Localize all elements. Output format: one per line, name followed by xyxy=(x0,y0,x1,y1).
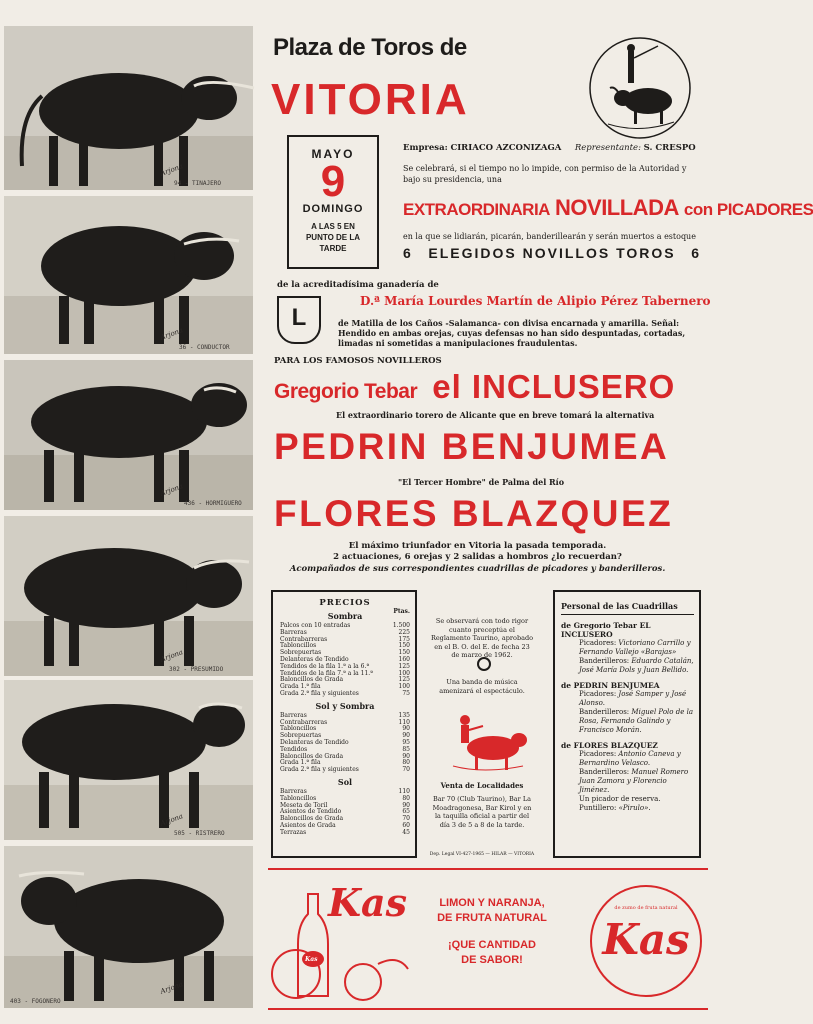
cuadrilla-3-picadores xyxy=(561,750,694,768)
value: José Samper y José Alonso. xyxy=(579,690,687,707)
price-value: 225 xyxy=(398,628,410,636)
photographer-signature: Arjona xyxy=(158,648,184,664)
bull-caption: 94 - TINAJERO xyxy=(174,180,221,187)
price-section-title: Sol xyxy=(337,776,353,787)
bull-image xyxy=(4,26,253,190)
empresa-name: CIRIACO AZCONIZAGA xyxy=(450,143,562,153)
label: Picadores: xyxy=(579,690,617,698)
bull-image xyxy=(4,516,253,676)
price-value: 1.500 xyxy=(392,622,410,629)
price-label: Tabloncillos xyxy=(280,725,317,733)
ad-line-2: DE FRUTA NATURAL xyxy=(437,912,547,924)
circle-divider-icon xyxy=(477,657,491,671)
bullfight-logo-icon xyxy=(588,36,692,140)
price-value: 90 xyxy=(402,801,410,809)
price-value: 110 xyxy=(398,718,410,726)
label: Banderilleros: xyxy=(579,657,630,665)
price-sections xyxy=(280,611,410,837)
kas-logo-right: Kas xyxy=(602,915,690,964)
cuadrilla-1-picadores xyxy=(561,639,694,657)
value: Eduardo Catalán, José María Dols y Juan Bellido. xyxy=(579,657,694,674)
ad-slogan xyxy=(432,896,552,968)
novillero-1-alias: el INCLUSERO xyxy=(432,368,676,405)
bull-photo-6 xyxy=(4,846,253,1008)
cuadrilla-2-title: de PEDRIN BENJUMEA xyxy=(561,681,660,690)
elegidos-text: ELEGIDOS NOVILLOS TOROS xyxy=(428,245,676,261)
value: Antonio Caneva y Bernardino Velasco. xyxy=(579,750,681,767)
price-value: 80 xyxy=(402,759,410,767)
bull-rider-illustration-icon xyxy=(443,706,529,776)
price-label: Tendidos xyxy=(280,745,308,753)
label: Puntillero: xyxy=(579,804,617,812)
price-value: 75 xyxy=(402,689,410,697)
empresa-label: Empresa: xyxy=(403,143,448,153)
price-label: Grada 1.ª fila xyxy=(280,683,321,691)
label: Banderilleros: xyxy=(579,768,630,776)
cuadrilla-3-banderilleros xyxy=(561,768,694,795)
price-label: Delanteras de Tendido xyxy=(280,655,349,663)
price-row xyxy=(280,830,410,837)
novillero-3-description-block xyxy=(0,541,735,576)
price-label: Baloncillos de Grada xyxy=(280,752,344,760)
event-word-c: con PICADORES xyxy=(683,200,813,219)
value: Miguel Polo de la Rosa, Fernando Galindo y Francisco Morán. xyxy=(579,708,693,734)
date-weekday: DOMINGO xyxy=(302,203,364,215)
bull-caption: 505 - RISTRERO xyxy=(174,830,225,837)
novillero-2-description: "El Tercer Hombre" de Palma del Río xyxy=(398,477,565,487)
price-label: Sobrepuertas xyxy=(280,649,322,657)
price-value: 65 xyxy=(402,808,410,816)
ad-line-1: LIMON Y NARANJA, xyxy=(439,897,545,909)
kas-logo-left: Kas xyxy=(328,880,408,925)
price-label: Grada 2.ª fila y siguientes xyxy=(280,766,359,774)
novillero-1-firstname: Gregorio Tebar xyxy=(274,380,418,403)
ganaderia-name: D.ª María Lourdes Martín de Alipio Pérez Tabernero xyxy=(360,294,711,308)
representante-name: S. CRESPO xyxy=(643,143,696,153)
novillero-2-name: PEDRIN BENJUMEA xyxy=(274,426,670,467)
elegidos-line xyxy=(403,245,701,261)
photographer-signature: Arjona xyxy=(158,482,184,498)
price-value: 95 xyxy=(402,738,410,746)
bull-caption: 436 - HORMIGUERO xyxy=(184,500,242,507)
brand-letter: L xyxy=(291,304,307,331)
cuadrilla-3-title: de FLORES BLAZQUEZ xyxy=(561,741,658,750)
photographer-signature: Arjona xyxy=(158,980,184,996)
price-label: Delanteras de Tendido xyxy=(280,738,349,746)
price-label: Tendidos de la fila 7.ª a la 11.ª xyxy=(280,669,374,677)
price-label: Contrabarreras xyxy=(280,635,328,643)
event-word-b: NOVILLADA xyxy=(555,195,679,220)
price-section-title: Sol y Sombra xyxy=(315,700,375,711)
bull-caption: 36 - CONDUCTOR xyxy=(179,344,230,351)
date-time: A LAS 5 EN PUNTO DE LA TARDE xyxy=(305,222,361,253)
price-label: Barreras xyxy=(280,787,307,795)
price-label: Asientos de Grada xyxy=(280,821,336,829)
price-label: Terrazas xyxy=(280,828,307,836)
elegidos-number-2: 6 xyxy=(691,245,701,261)
cuadrillas-title: Personal de las Cuadrillas xyxy=(561,601,678,611)
ganaderia-brand-icon xyxy=(277,296,321,344)
representante-label: Representante: xyxy=(574,143,641,153)
price-value: 85 xyxy=(402,745,410,753)
price-value: 90 xyxy=(402,725,410,733)
novillero-3-description-1: El máximo triunfador en Vitoria la pasada temporada. xyxy=(348,541,607,551)
bull-image xyxy=(4,360,253,510)
value: «Pirulo». xyxy=(618,804,651,812)
bull-photo-1 xyxy=(4,26,253,190)
date-box xyxy=(287,135,379,269)
price-label: Meseta de Toril xyxy=(280,801,328,809)
event-subtitle: en la que se lidiarán, picarán, banderillearán y serán muertos a estoque xyxy=(403,232,696,241)
event-title xyxy=(403,195,813,221)
novillero-1-name xyxy=(274,368,675,406)
bull-photo-4 xyxy=(4,516,253,676)
price-label: Contrabarreras xyxy=(280,718,328,726)
label: Picadores: xyxy=(579,639,617,647)
novillero-3-description-2: 2 actuaciones, 6 orejas y 2 salidas a hombros ¿lo recuerdan? xyxy=(333,552,622,562)
elegidos-number: 6 xyxy=(403,245,413,261)
price-value: 160 xyxy=(398,655,410,663)
price-value: 150 xyxy=(398,642,410,650)
photographer-signature: Arjona xyxy=(158,326,184,342)
prices-unit: Ptas. xyxy=(393,608,410,615)
price-label: Baloncillos de Grada xyxy=(280,815,344,823)
value: Victoriano Carrillo y Fernando Vallejo «Barajas» xyxy=(579,639,691,656)
prices-title: PRECIOS xyxy=(319,598,371,608)
cuadrillas-divider xyxy=(561,614,694,615)
price-row xyxy=(280,767,410,774)
ad-line-4: DE SABOR! xyxy=(461,954,523,966)
label: Picadores: xyxy=(579,750,617,758)
price-value: 90 xyxy=(402,752,410,760)
event-word-a: EXTRAORDINARIA xyxy=(403,200,550,219)
photographer-signature: Arjona xyxy=(158,162,184,178)
price-label: Asientos de Tendido xyxy=(280,808,342,816)
cuadrilla-1-banderilleros xyxy=(561,657,694,675)
novilleros-intro: PARA LOS FAMOSOS NOVILLEROS xyxy=(274,356,442,366)
date-day: 9 xyxy=(320,157,346,206)
price-value: 60 xyxy=(402,821,410,829)
price-value: 90 xyxy=(402,732,410,740)
bull-caption: 403 - FOGONERO xyxy=(10,998,61,1005)
header-line1: Plaza de Toros de xyxy=(273,34,467,61)
bottle-label: Kas xyxy=(305,956,318,963)
price-value: 125 xyxy=(398,676,410,684)
novillero-1-description: El extraordinario torero de Alicante que en breve tomará la alternativa xyxy=(336,410,655,420)
bull-photo-2 xyxy=(4,196,253,354)
prices-box xyxy=(271,590,417,858)
kas-circle-tagline: de zumo de fruta natural xyxy=(614,905,678,911)
price-label: Palcos con 10 entradas xyxy=(280,622,351,629)
cuadrilla-2-picadores xyxy=(561,690,694,708)
reglamento-text: Se observará con todo rigor cuanto preceptúa el Reglamento Taurino, aprobado en el B. O. del E. de fecha 23 de marzo de 1962. xyxy=(430,617,534,659)
ad-divider-bottom xyxy=(268,1008,708,1010)
ad-divider-top xyxy=(268,868,708,870)
price-row xyxy=(280,691,410,698)
ad-line-3: ¡QUE CANTIDAD xyxy=(448,939,536,951)
empresa-line xyxy=(403,143,696,153)
price-value: 100 xyxy=(398,669,410,677)
price-value: 175 xyxy=(398,635,410,643)
price-label: Baloncillos de Grada xyxy=(280,676,344,684)
price-label: Grada 2.ª fila y siguientes xyxy=(280,689,359,697)
intro-text: Se celebrará, si el tiempo no lo impide, con permiso de la Autoridad y bajo su presidencia, una xyxy=(403,164,687,184)
price-section-title: Sombra xyxy=(327,611,363,621)
price-label: Barreras xyxy=(280,711,307,719)
date-month: MAYO xyxy=(311,147,355,161)
price-value: 80 xyxy=(402,794,410,802)
novillero-3-name: FLORES BLAZQUEZ xyxy=(274,493,674,534)
bull-photo-3 xyxy=(4,360,253,510)
price-label: Tabloncillos xyxy=(280,642,317,650)
ganaderia-intro: de la acreditadísima ganadería de xyxy=(277,280,439,290)
bull-image xyxy=(4,846,253,1008)
price-value: 125 xyxy=(398,662,410,670)
musica-text: Una banda de música amenizará el espectáculo. xyxy=(439,678,525,695)
ganaderia-description: de Matilla de los Caños -Salamanca- con divisa encarnada y amarilla. Señal: Hendido en ambas orejas, cuyas defensas no han sido despuntadas, cortadas, limadas ni sometidas a manipulaciones fraudulentas. xyxy=(338,318,686,348)
bull-caption: 302 - PRESUMIDO xyxy=(169,666,224,673)
label: Banderilleros: xyxy=(579,708,630,716)
cuadrillas-box xyxy=(553,590,701,858)
kas-circle-logo xyxy=(590,885,702,997)
price-value: 135 xyxy=(398,711,410,719)
price-label: Tabloncillos xyxy=(280,794,317,802)
price-label: Tendidos de la fila 1.ª a la 6.ª xyxy=(280,662,370,670)
price-value: 150 xyxy=(398,649,410,657)
bull-image xyxy=(4,196,253,354)
puntillero xyxy=(561,804,694,813)
bull-photo-5 xyxy=(4,680,253,840)
header-city: VITORIA xyxy=(271,75,470,124)
price-value: 70 xyxy=(402,815,410,823)
bull-image xyxy=(4,680,253,840)
venta-title: Venta de Localidades xyxy=(440,781,524,790)
value: Manuel Romero Juan Zamora y Florencio Jiménez. xyxy=(579,768,689,794)
legal-deposit: Dep. Legal VI-427-1965 — HILAR — VITORIA xyxy=(429,852,535,857)
picador-reserva: Un picador de reserva. xyxy=(579,795,661,803)
price-value: 110 xyxy=(398,787,410,795)
price-label: Grada 1.ª fila xyxy=(280,759,321,767)
venta-text: Bar 70 (Club Taurino), Bar La Moadragonesa, Bar Kirol y en la taquilla oficial a partir del día 3 de 5 a 8 de la tarde. xyxy=(432,795,532,829)
price-value: 45 xyxy=(402,828,410,836)
cuadrilla-1-title: de Gregorio Tebar EL INCLUSERO xyxy=(561,621,651,639)
price-value: 100 xyxy=(398,683,410,691)
acompanados-text: Acompañados de sus correspondientes cuadrillas de picadores y banderilleros. xyxy=(289,564,666,574)
photographer-signature: Arjona xyxy=(158,812,184,828)
cuadrilla-2-banderilleros xyxy=(561,708,694,735)
price-label: Barreras xyxy=(280,628,307,636)
price-label: Sobrepuertas xyxy=(280,732,322,740)
price-value: 70 xyxy=(402,766,410,774)
